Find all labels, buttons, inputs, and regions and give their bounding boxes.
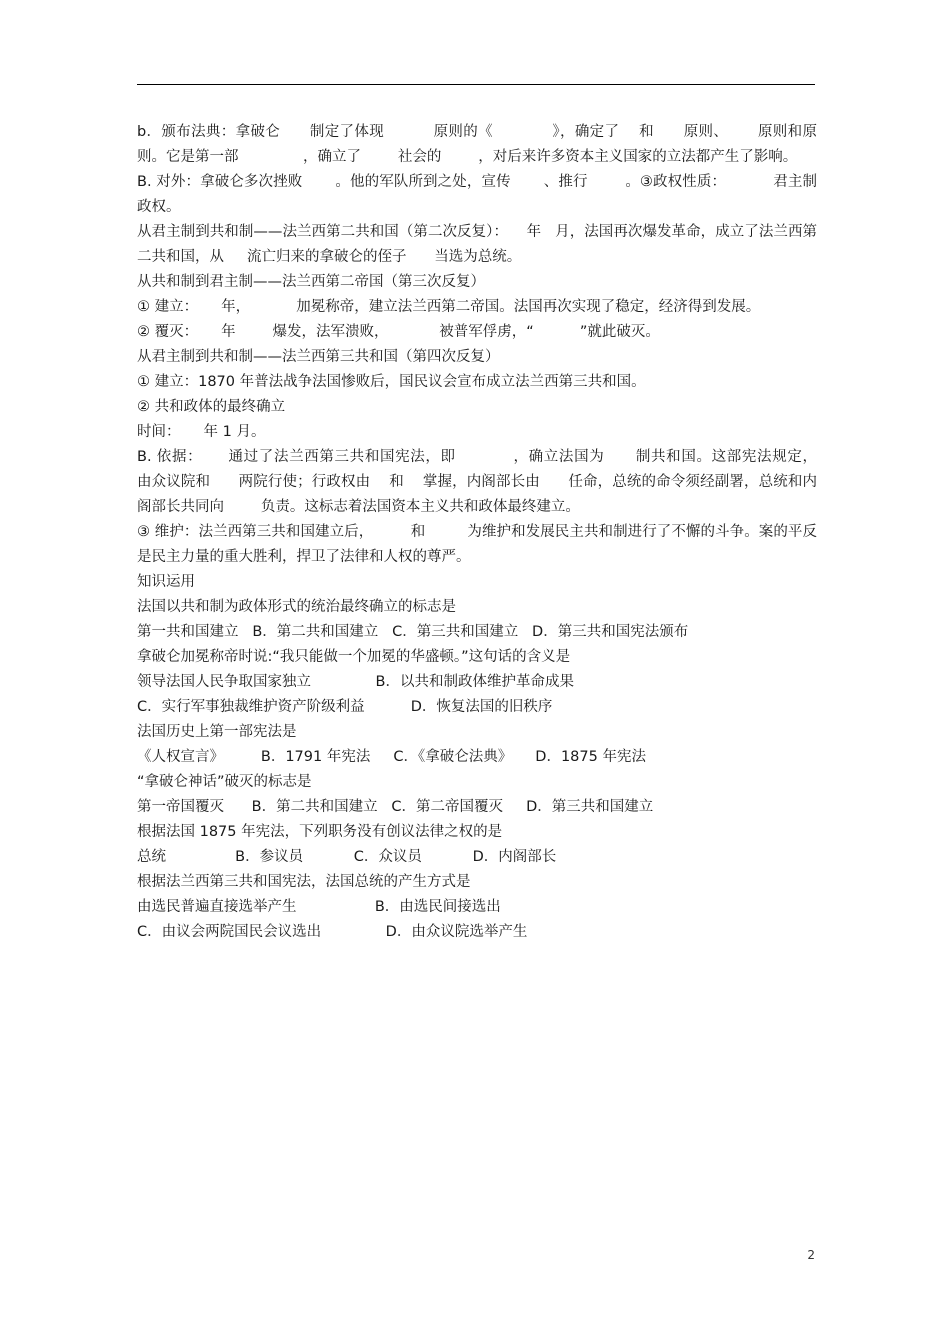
page-number: 2 — [807, 1248, 815, 1262]
text-line: ① 建立： 年， 加冕称帝，建立法兰西第二帝国。法国再次实现了稳定，经济得到发展。 — [137, 299, 761, 315]
question-stem: “拿破仑神话”破灭的标志是 — [137, 774, 312, 790]
text-line: ② 共和政体的最终确立 — [137, 399, 286, 415]
question-stem: 根据法兰西第三共和国宪法，法国总统的产生方式是 — [137, 874, 471, 890]
text-line: b．颁布法典：拿破仑 制定了体现 原则的《 》，确定了 和 原则、 原则和原则。它是第一部 ，确立了 社会的 ，对后来许多资本主义国家的立法都产生了影响。 — [137, 124, 817, 165]
page-content — [137, 120, 845, 945]
question-options: 由选民普遍直接选举产生 B．由选民间接选出 — [137, 899, 501, 915]
question-stem: 拿破仑加冕称帝时说:“我只能做一个加冕的华盛顿。”这句话的含义是 — [137, 649, 571, 665]
text-line: ② 覆灭： 年 爆发，法军溃败， 被普军俘虏，“ ”就此破灭。 — [137, 324, 660, 340]
question-stem: 法国历史上第一部宪法是 — [137, 724, 297, 740]
section-heading: 从君主制到共和制——法兰西第三共和国（第四次反复） — [137, 349, 500, 365]
header-rule — [137, 84, 815, 85]
text-line: B. 对外：拿破仑多次挫败 。他的军队所到之处，宣传 、推行 。③政权性质： 君主制政权。 — [137, 174, 817, 215]
question-options: 第一共和国建立 B．第二共和国建立 C．第三共和国建立 D．第三共和国宪法颁布 — [137, 624, 689, 640]
question-options: 《人权宣言》 B．1791 年宪法 C．《拿破仑法典》 D．1875 年宪法 — [137, 749, 646, 765]
question-stem: 法国以共和制为政体形式的统治最终确立的标志是 — [137, 599, 456, 615]
text-line: ③ 维护：法兰西第三共和国建立后， 和 为维护和发展民主共和制进行了不懈的斗争。案的平反是民主力量的重大胜利，捍卫了法律和人权的尊严。 — [137, 524, 817, 565]
text-line: 从君主制到共和制——法兰西第二共和国（第二次反复）： 年 月，法国再次爆发革命，成立了法兰西第二共和国，从 流亡归来的拿破仑的侄子 当选为总统。 — [137, 224, 817, 265]
question-options: 总统 B．参议员 C．众议员 D．内阁部长 — [137, 849, 557, 865]
section-heading: 从共和制到君主制——法兰西第二帝国（第三次反复） — [137, 274, 485, 290]
question-options: C．实行军事独裁维护资产阶级利益 D．恢复法国的旧秩序 — [137, 699, 553, 715]
question-options: C．由议会两院国民会议选出 D．由众议院选举产生 — [137, 924, 528, 940]
question-options: 第一帝国覆灭 B．第二共和国建立 C．第二帝国覆灭 D．第三共和国建立 — [137, 799, 654, 815]
section-heading: 知识运用 — [137, 574, 195, 590]
text-line: 时间： 年 1 月。 — [137, 424, 266, 440]
text-line: ① 建立：1870 年普法战争法国惨败后，国民议会宣布成立法兰西第三共和国。 — [137, 374, 646, 390]
question-stem: 根据法国 1875 年宪法，下列职务没有创议法律之权的是 — [137, 824, 503, 840]
question-options: 领导法国人民争取国家独立 B．以共和制政体维护革命成果 — [137, 674, 574, 690]
text-line: B. 依据： 通过了法兰西第三共和国宪法，即 ，确立法国为 制共和国。这部宪法规定， 由众议院和 两院行使；行政权由 和 掌握，内阁部长由 任命，总统的命令须经副署，总统和内阁部长共同向 负责。这标志着法国资本主义共和政体最终建立。 — [137, 449, 845, 515]
